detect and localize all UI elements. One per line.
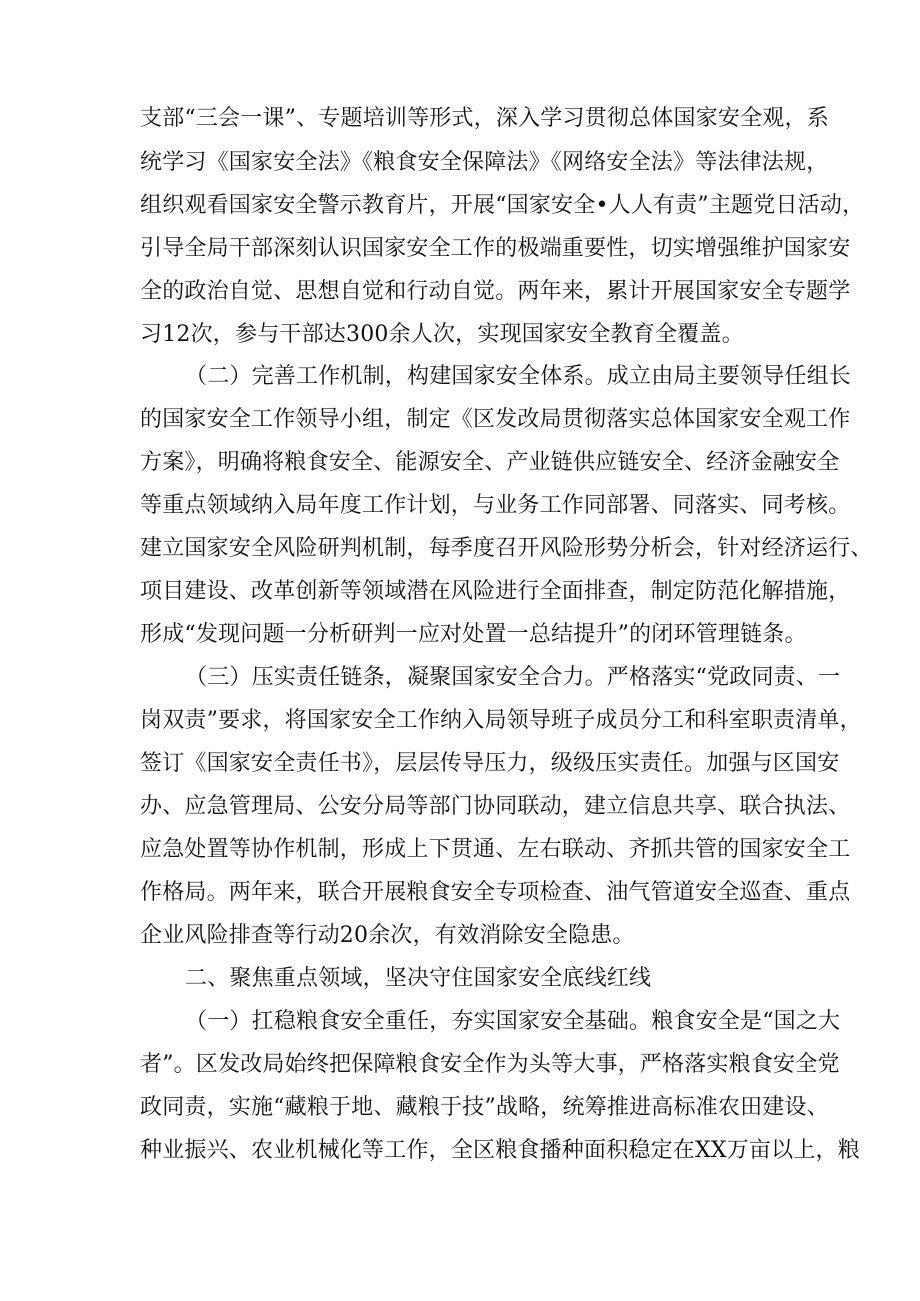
section-paragraph-start: （三）压实责任链条，凝聚国家安全合力。严格落实“党政同责、一 xyxy=(185,665,841,690)
body-text-line: 办、应急管理局、公安分局等部门协同联动，建立信息共享、联合执法、 xyxy=(140,794,851,819)
body-text-line: 项目建设、改革创新等领域潜在风险进行全面排查，制定防范化解措施， xyxy=(140,579,851,604)
body-text-line: 统学习《国家安全法》《粮食安全保障法》《网络安全法》等法律法规， xyxy=(140,150,829,175)
body-text-line: 引导全局干部深刻认识国家安全工作的极端重要性，切实增强维护国家安 xyxy=(140,236,851,261)
body-text-line: 等重点领域纳入局年度工作计划，与业务工作同部署、同落实、同考核。 xyxy=(140,493,851,518)
body-text-line: 方案》，明确将粮食安全、能源安全、产业链供应链安全、经济金融安全 xyxy=(140,450,840,475)
section-paragraph-start: （一）扛稳粮食安全重任，夯实国家安全基础。粮食安全是“国之大 xyxy=(185,1009,841,1034)
body-text-line: 企业风险排查等行动20余次，有效消除安全隐患。 xyxy=(140,923,635,948)
section-heading: 二、聚焦重点领域，坚决守住国家安全底线红线 xyxy=(185,966,652,991)
body-text-line: 组织观看国家安全警示教育片，开展“国家安全•人人有责”主题党日活动， xyxy=(140,193,865,218)
body-text-line: 支部“三会一课”、专题培训等形式，深入学习贯彻总体国家安全观，系 xyxy=(140,106,829,131)
body-text-line: 种业振兴、农业机械化等工作，全区粮食播种面积稳定在XX万亩以上，粮 xyxy=(140,1138,860,1163)
body-text-line: 岗双责”要求，将国家安全工作纳入局领导班子成员分工和科室职责清单， xyxy=(140,708,862,733)
body-text-line: 作格局。两年来，联合开展粮食安全专项检查、油气管道安全巡查、重点 xyxy=(140,880,851,905)
body-text-line: 全的政治自觉、思想自觉和行动自觉。两年来，累计开展国家安全专题学 xyxy=(140,279,851,304)
section-paragraph-start: （二）完善工作机制，构建国家安全体系。成立由局主要领导任组长 xyxy=(185,364,852,389)
body-text-line: 签订《国家安全责任书》，层层传导压力，级级压实责任。加强与区国安 xyxy=(140,751,840,776)
body-text-line: 的国家安全工作领导小组，制定《区发改局贯彻落实总体国家安全观工作 xyxy=(140,407,851,432)
body-text-line: 习12次，参与干部达300余人次，实现国家安全教育全覆盖。 xyxy=(140,322,744,347)
body-text-line: 应急处置等协作机制，形成上下贯通、左右联动、齐抓共管的国家安全工 xyxy=(140,837,851,862)
body-text-line: 形成“发现问题一分析研判一应对处置一总结提升”的闭环管理链条。 xyxy=(140,622,807,647)
body-text-line: 者”。区发改局始终把保障粮食安全作为头等大事，严格落实粮食安全党 xyxy=(140,1052,840,1077)
body-text-line: 建立国家安全风险研判机制，每季度召开风险形势分析会，针对经济运行、 xyxy=(140,536,873,561)
body-text-line: 政同责，实施“藏粮于地、藏粮于技”战略，统筹推进高标准农田建设、 xyxy=(140,1095,829,1120)
